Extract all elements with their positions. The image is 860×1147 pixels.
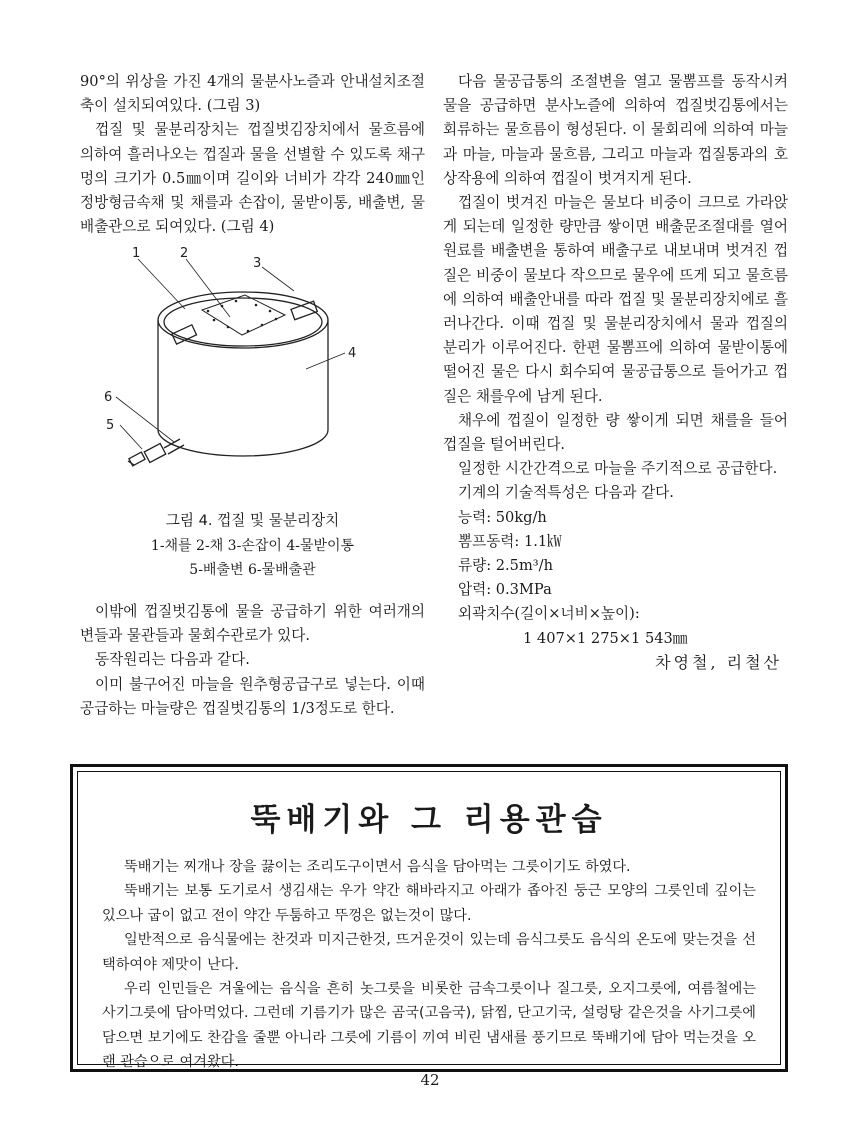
spec-capacity: 능력: 50kg/h: [458, 508, 547, 526]
figure-label-6: 6: [104, 390, 113, 406]
left-para-5: 이미 불구어진 마늘을 원추형공급구로 넣는다. 이때 공급하는 마늘량은 껍질벗김통의 1/3정도로 한다.: [80, 675, 425, 717]
spec-flow-rate: 류량: 2.5m³/h: [458, 557, 553, 575]
boxed-article: [70, 764, 788, 1072]
right-para-4: 일정한 시간간격으로 마늘을 주기적으로 공급한다.: [458, 460, 778, 478]
right-para-3: 채우에 껍질이 일정한 량 쌓이게 되면 채를을 들어 껍질을 털어버린다.: [443, 411, 788, 454]
left-para-4: 동작원리는 다음과 같다.: [95, 651, 250, 669]
page-number: 42: [420, 1071, 440, 1089]
boxed-article-title: 뚝배기와 그 리용관습: [250, 802, 608, 838]
figure-caption-line-2: 5-배출변 6-물배출관: [189, 561, 316, 578]
spec-intro: 기계의 기술적특성은 다음과 같다.: [458, 484, 674, 502]
figure-label-3: 3: [253, 256, 262, 272]
spec-pump-power: 뽐프동력: 1.1㎾: [458, 532, 562, 550]
figure-label-4: 4: [348, 346, 357, 362]
figure-caption-title: 그림 4. 껍질 및 물분리장치: [165, 512, 340, 530]
figure-label-2: 2: [180, 247, 189, 262]
spec-dimensions-value: 1 407×1 275×1 543㎜: [523, 629, 688, 647]
spec-pressure: 압력: 0.3MPa: [458, 581, 552, 599]
figure-label-1: 1: [132, 247, 141, 262]
figure-label-5: 5: [106, 418, 115, 434]
boxed-article-inner: [77, 771, 781, 1071]
author: 차영철, 리철산: [655, 652, 782, 672]
right-column: [443, 70, 788, 675]
figure-caption-line-1: 1-채를 2-채 3-손잡이 4-물받이통: [150, 537, 355, 554]
right-para-2: 껍질이 벗겨진 마늘은 물보다 비중이 크므로 가라앉게 되는데 일정한 량만큼 쌓이면 배출문조절대를 열어 원료를 배출변을 통하여 배출구로 내보내며 벗겨진 껍질은 비중이 물보다 작으므로 물우에 뜨게 되고 물흐름에 의하여 배출안내를 따라 껍질 및 물분리장치에로 흘러나간다. 이때 껍질 및 물분리장치에서 물과 껍질의 분리가 이루어진다. 한편 물뽐프에 의하여 물받이통에 떨어진 물은 다시 회수되여 물공급통으로 들어가고 껍질은 채를우에 남게 된다.: [443, 194, 788, 405]
boxed-para-3: 일반적으로 음식물에는 찬것과 미지근한것, 뜨거운것이 있는데 음식그릇도 음식의 온도에 맞는것을 선택하여야 제맛이 난다.: [102, 932, 756, 973]
boxed-para-2: 뚝배기는 보통 도기로서 생김새는 우가 약간 해바라지고 아래가 좁아진 둥근 모양의 그릇인데 깊이는 있으나 굽이 없고 전이 약간 두툼하고 뚜껑은 없는것이 많다.: [102, 883, 756, 924]
left-para-3: 이밖에 껍질벗김통에 물을 공급하기 위한 여러개의 변들과 물관들과 물회수관로가 있다.: [80, 603, 425, 645]
left-para-1: 90°의 위상을 가진 4개의 물분사노즐과 안내설치조절축이 설치되여있다. (그림 3): [80, 73, 425, 115]
figure-4: [80, 247, 425, 509]
spec-dimensions-label: 외곽치수(길이×너비×높이):: [458, 605, 640, 623]
left-column: [80, 70, 425, 721]
left-para-2: 껍질 및 물분리장치는 껍질벗김장치에서 물흐름에 의하여 흘러나오는 껍질과 물을 선별할 수 있도록 채구멍의 크기가 0.5㎜이며 길이와 너비가 각각 240㎜인 정방형금속채 및 채를과 손잡이, 물받이통, 배출변, 물배출관으로 되여있다. (그림 4): [80, 121, 425, 236]
separator-device-drawing: [80, 247, 425, 509]
right-para-1: 다음 물공급통의 조절변을 열고 물뽐프를 동작시켜 물을 공급하면 분사노즐에 의하여 껍질벗김통에서는 회류하는 물흐름이 형성된다. 이 물회리에 의하여 마늘과 마늘, 마늘과 물흐름, 그리고 마늘과 껍질통과의 호상작용에 의하여 껍질이 벗겨지게 된다.: [443, 73, 788, 187]
boxed-para-1: 뚝배기는 찌개나 장을 끓이는 조리도구이면서 음식을 담아먹는 그릇이기도 하였다.: [124, 859, 631, 875]
boxed-para-4: 우리 인민들은 겨울에는 음식을 흔히 놋그릇을 비롯한 금속그릇이나 질그릇, 오지그릇에, 여름철에는 사기그릇에 담아먹었다. 그런데 기름기가 많은 곰국(고음국), 닭찜, 단고기국, 설렁탕 같은것을 사기그릇에 담으면 보기에도 찬감을 줄뿐 아니라 그릇에 기름이 끼여 비린 냄새를 풍기므로 뚝배기에 담아 먹는것을 오랜 관습으로 여겨왔다.: [102, 981, 756, 1071]
